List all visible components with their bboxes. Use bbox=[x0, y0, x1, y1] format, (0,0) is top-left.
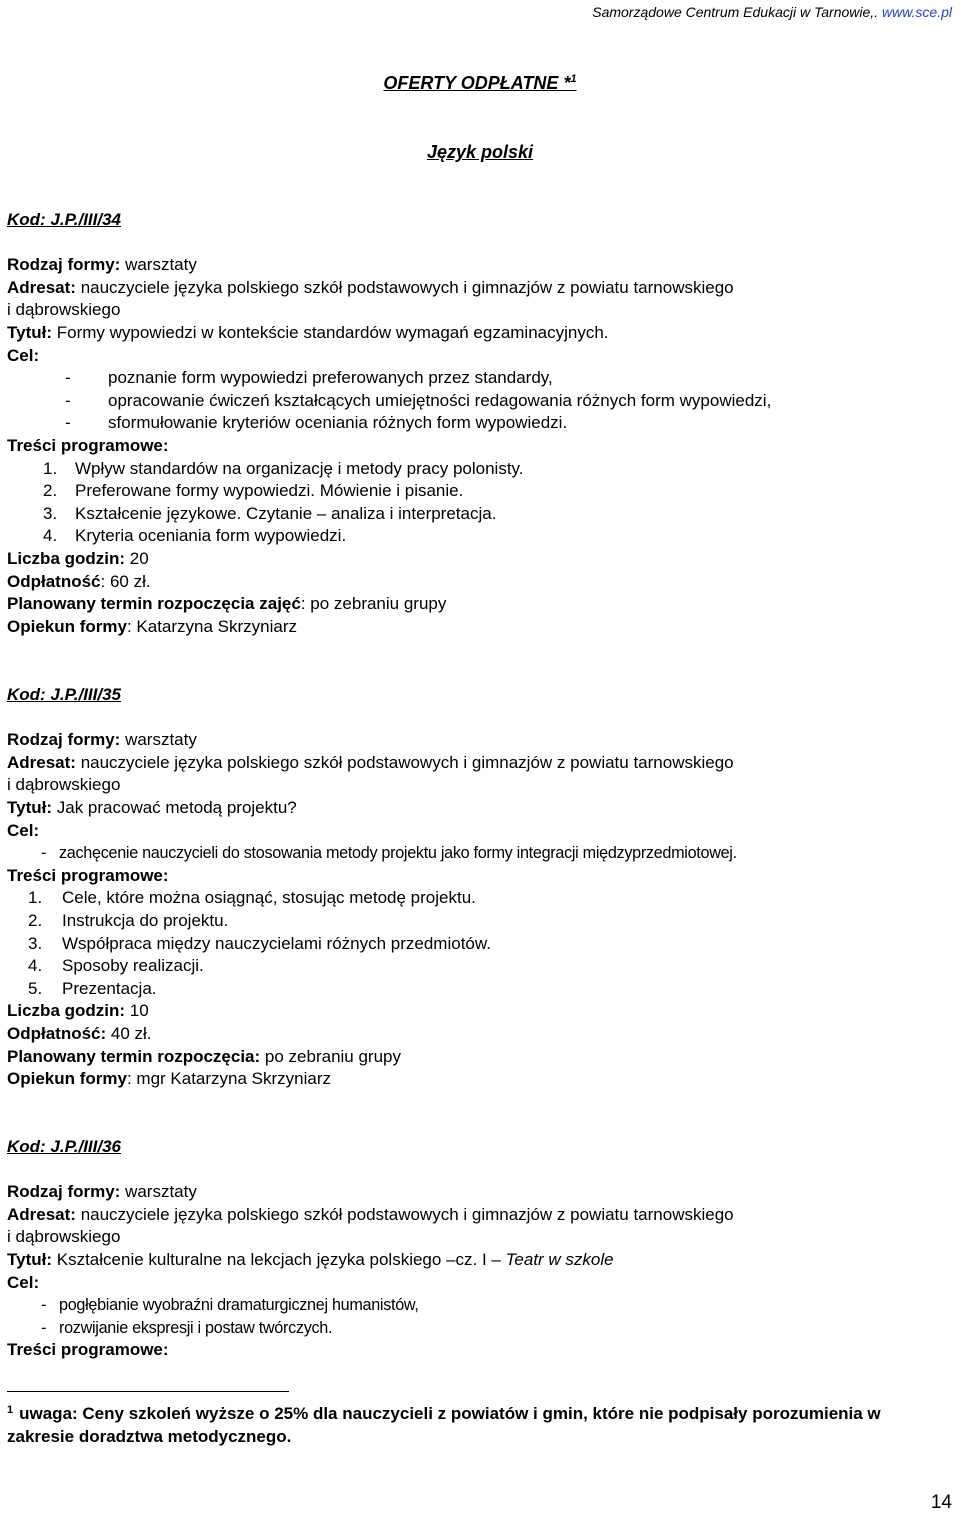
addressee-cont: i dąbrowskiego bbox=[7, 1227, 121, 1247]
goal-item: - rozwijanie ekspresji i postaw twórczych. bbox=[41, 1318, 333, 1337]
fee: Odpłatność: 60 zł. bbox=[7, 571, 151, 591]
page-title-text: OFERTY ODPŁATNE * bbox=[383, 73, 571, 93]
goal-item: - pogłębianie wyobraźni dramaturgicznej humanistów, bbox=[41, 1296, 419, 1315]
footnote-ref: 1 bbox=[570, 73, 577, 85]
hours: Liczba godzin: 20 bbox=[7, 548, 149, 568]
form-type: Rodzaj formy: warsztaty bbox=[7, 730, 197, 750]
course-section-35 bbox=[7, 684, 952, 1091]
program-item: 4. Sposoby realizacji. bbox=[28, 956, 204, 976]
goal-label: Cel: bbox=[7, 820, 40, 840]
addressee-cont: i dąbrowskiego bbox=[7, 300, 121, 320]
hours: Liczba godzin: 10 bbox=[7, 1001, 149, 1021]
goal-item: - opracowanie ćwiczeń kształcących umiejętności redagowania różnych form wypowiedzi, bbox=[65, 390, 772, 410]
addressee-cont: i dąbrowskiego bbox=[7, 775, 121, 795]
course-code: Kod: J.P./III/36 bbox=[7, 1137, 122, 1156]
page-number: 14 bbox=[930, 1492, 952, 1513]
start-date: Planowany termin rozpoczęcia zajęć: po zebraniu grupy bbox=[7, 594, 447, 614]
goal-item: - sformułowanie kryteriów oceniania różnych form wypowiedzi. bbox=[65, 413, 568, 433]
program-label: Treści programowe: bbox=[7, 1340, 169, 1360]
program-item: 2. Instrukcja do projektu. bbox=[28, 910, 229, 930]
course-section-34 bbox=[7, 209, 952, 638]
program-item: 3. Kształcenie językowe. Czytanie – analiza i interpretacja. bbox=[43, 503, 497, 523]
footnote-separator bbox=[7, 1391, 289, 1392]
header-text: Samorządowe Centrum Edukacji w Tarnowie,. bbox=[592, 4, 882, 20]
program-item: 5. Prezentacja. bbox=[28, 978, 157, 998]
goal-label: Cel: bbox=[7, 1272, 40, 1292]
fee: Odpłatność: 40 zł. bbox=[7, 1023, 152, 1043]
addressee: Adresat: nauczyciele języka polskiego szkół podstawowych i gimnazjów z powiatu tarnowskiego bbox=[7, 277, 734, 297]
program-item: 2. Preferowane formy wypowiedzi. Mówienie i pisanie. bbox=[43, 481, 464, 501]
course-code: Kod: J.P./III/34 bbox=[7, 210, 122, 229]
supervisor: Opiekun formy: mgr Katarzyna Skrzyniarz bbox=[7, 1069, 332, 1089]
form-type: Rodzaj formy: warsztaty bbox=[7, 1182, 197, 1202]
course-title: Tytuł: Formy wypowiedzi w kontekście standardów wymagań egzaminacyjnych. bbox=[7, 322, 609, 342]
program-label: Treści programowe: bbox=[7, 865, 169, 885]
page-title bbox=[0, 72, 960, 94]
supervisor: Opiekun formy: Katarzyna Skrzyniarz bbox=[7, 616, 298, 636]
footnote-text: uwaga: Ceny szkoleń wyższe o 25% dla nauczycieli z powiatów i gmin, które nie podpisały porozumienia w zakresie doradztwa metodycznego. bbox=[7, 1404, 881, 1446]
course-title: Tytuł: Kształcenie kulturalne na lekcjach języka polskiego –cz. I – Teatr w szkole bbox=[7, 1249, 614, 1269]
goal-label: Cel: bbox=[7, 345, 40, 365]
program-label: Treści programowe: bbox=[7, 435, 169, 455]
start-date: Planowany termin rozpoczęcia: po zebraniu grupy bbox=[7, 1046, 402, 1066]
program-item: 4. Kryteria oceniania form wypowiedzi. bbox=[43, 526, 347, 546]
course-section-36 bbox=[7, 1136, 952, 1362]
goal-item: - zachęcenie nauczycieli do stosowania metody projektu jako formy integracji międzyprzedmiotowej. bbox=[41, 844, 737, 863]
program-item: 1. Cele, które można osiągnąć, stosując metodę projektu. bbox=[28, 888, 476, 908]
course-code: Kod: J.P./III/35 bbox=[7, 685, 122, 704]
header-url[interactable]: www.sce.pl bbox=[881, 4, 952, 20]
addressee: Adresat: nauczyciele języka polskiego szkół podstawowych i gimnazjów z powiatu tarnowskiego bbox=[7, 752, 734, 772]
program-item: 1. Wpływ standardów na organizację i metody pracy polonisty. bbox=[43, 458, 524, 478]
page-header bbox=[592, 3, 952, 21]
subject-title: Język polski bbox=[426, 142, 534, 162]
program-item: 3. Współpraca między nauczycielami różnych przedmiotów. bbox=[28, 933, 491, 953]
goal-item: - poznanie form wypowiedzi preferowanych przez standardy, bbox=[65, 368, 553, 388]
form-type: Rodzaj formy: warsztaty bbox=[7, 255, 197, 275]
footnote-number: 1 bbox=[7, 1404, 14, 1416]
addressee: Adresat: nauczyciele języka polskiego szkół podstawowych i gimnazjów z powiatu tarnowskiego bbox=[7, 1204, 734, 1224]
footnote bbox=[7, 1403, 937, 1448]
course-title: Tytuł: Jak pracować metodą projektu? bbox=[7, 797, 297, 817]
